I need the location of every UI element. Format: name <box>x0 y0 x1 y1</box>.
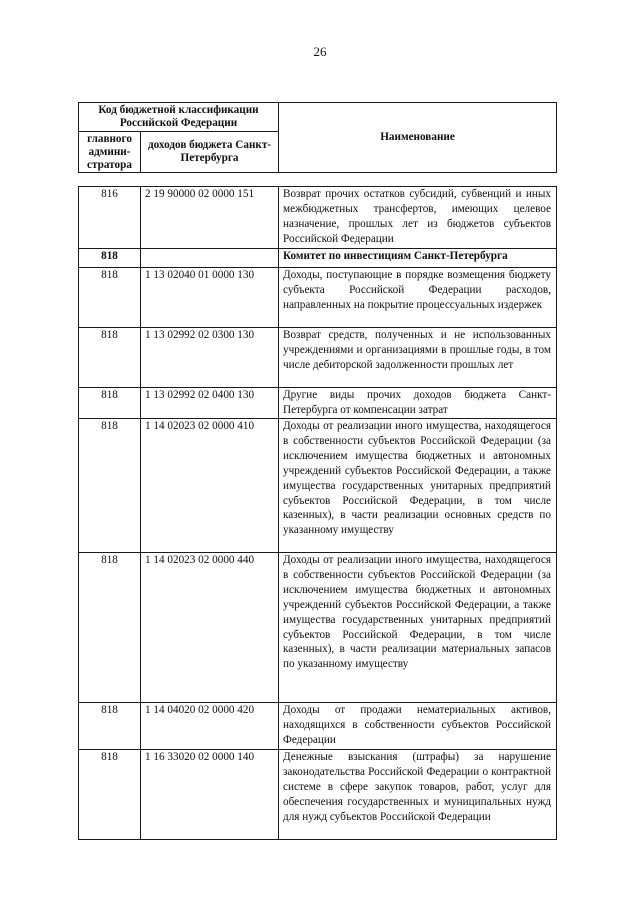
admin-code: 818 <box>79 388 141 419</box>
revenue-code: 1 16 33020 02 0000 140 <box>141 750 279 840</box>
revenue-name: Денежные взыскания (штрафы) за нарушение законодательства Российской Федерации о контрактной системе в сфере закупок товаров, работ, услуг для обеспечения государственных и муниципальных нужд для нужд субъектов Российской Федерации <box>279 750 557 840</box>
revenue-table <box>78 186 557 840</box>
admin-code: 818 <box>79 249 141 268</box>
admin-code: 818 <box>79 750 141 840</box>
section-title: Комитет по инвестициям Санкт-Петербурга <box>279 249 557 268</box>
revenue-name: Доходы от реализации иного имущества, находящегося в собственности субъектов Российской Федерации (за исключением имущества бюджетных и автономных учреждений субъектов Российской Федерации, а также имущества государственных унитарных предприятий субъектов Российской Федерации, в том числе казенных), в части реализации материальных запасов по указанному имуществу <box>279 553 557 703</box>
table-row <box>79 750 557 840</box>
code-column-header: доходов бюджета Санкт-Петербурга <box>141 132 279 173</box>
revenue-code: 1 14 02023 02 0000 410 <box>141 419 279 553</box>
admin-code: 818 <box>79 268 141 328</box>
table-row <box>79 553 557 703</box>
revenue-code: 1 14 04020 02 0000 420 <box>141 703 279 750</box>
revenue-name: Возврат средств, полученных и не использованных учреждениями и организациями в прошлые годы, в том числе дебиторской задолженности прошлых лет <box>279 328 557 388</box>
revenue-name: Доходы, поступающие в порядке возмещения бюджету субъекта Российской Федерации расходов, направленных на покрытие процессуальных издержек <box>279 268 557 328</box>
table-header <box>78 102 557 173</box>
admin-code: 818 <box>79 703 141 750</box>
revenue-name: Доходы от реализации иного имущества, находящегося в собственности субъектов Российской Федерации (за исключением имущества бюджетных и автономных учреждений субъектов Российской Федерации, а также имущества государственных унитарных предприятий субъектов Российской Федерации, в том числе казенных), в части реализации основных средств по указанному имуществу <box>279 419 557 553</box>
table-row <box>79 419 557 553</box>
table-row <box>79 388 557 419</box>
admin-column-header: главного админи-стратора <box>79 132 141 173</box>
table-row <box>79 703 557 750</box>
revenue-code: 1 14 02023 02 0000 440 <box>141 553 279 703</box>
revenue-code: 2 19 90000 02 0000 151 <box>141 187 279 249</box>
revenue-name: Другие виды прочих доходов бюджета Санкт-Петербурга от компенсации затрат <box>279 388 557 419</box>
name-column-header: Наименование <box>279 103 557 173</box>
table-row <box>79 187 557 249</box>
budget-classification-header: Код бюджетной классификации Российской Федерации <box>79 103 279 132</box>
revenue-code <box>141 249 279 268</box>
revenue-code: 1 13 02040 01 0000 130 <box>141 268 279 328</box>
revenue-code: 1 13 02992 02 0400 130 <box>141 388 279 419</box>
page-number: 26 <box>313 44 327 59</box>
revenue-code: 1 13 02992 02 0300 130 <box>141 328 279 388</box>
admin-code: 816 <box>79 187 141 249</box>
admin-code: 818 <box>79 419 141 553</box>
admin-code: 818 <box>79 328 141 388</box>
table-row-section <box>79 249 557 268</box>
revenue-name: Доходы от продажи нематериальных активов, находящихся в собственности субъектов Российской Федерации <box>279 703 557 750</box>
admin-code: 818 <box>79 553 141 703</box>
revenue-name: Возврат прочих остатков субсидий, субвенций и иных межбюджетных трансфертов, имеющих целевое назначение, прошлых лет из бюджетов субъектов Российской Федерации <box>279 187 557 249</box>
table-row <box>79 268 557 328</box>
table-row <box>79 328 557 388</box>
